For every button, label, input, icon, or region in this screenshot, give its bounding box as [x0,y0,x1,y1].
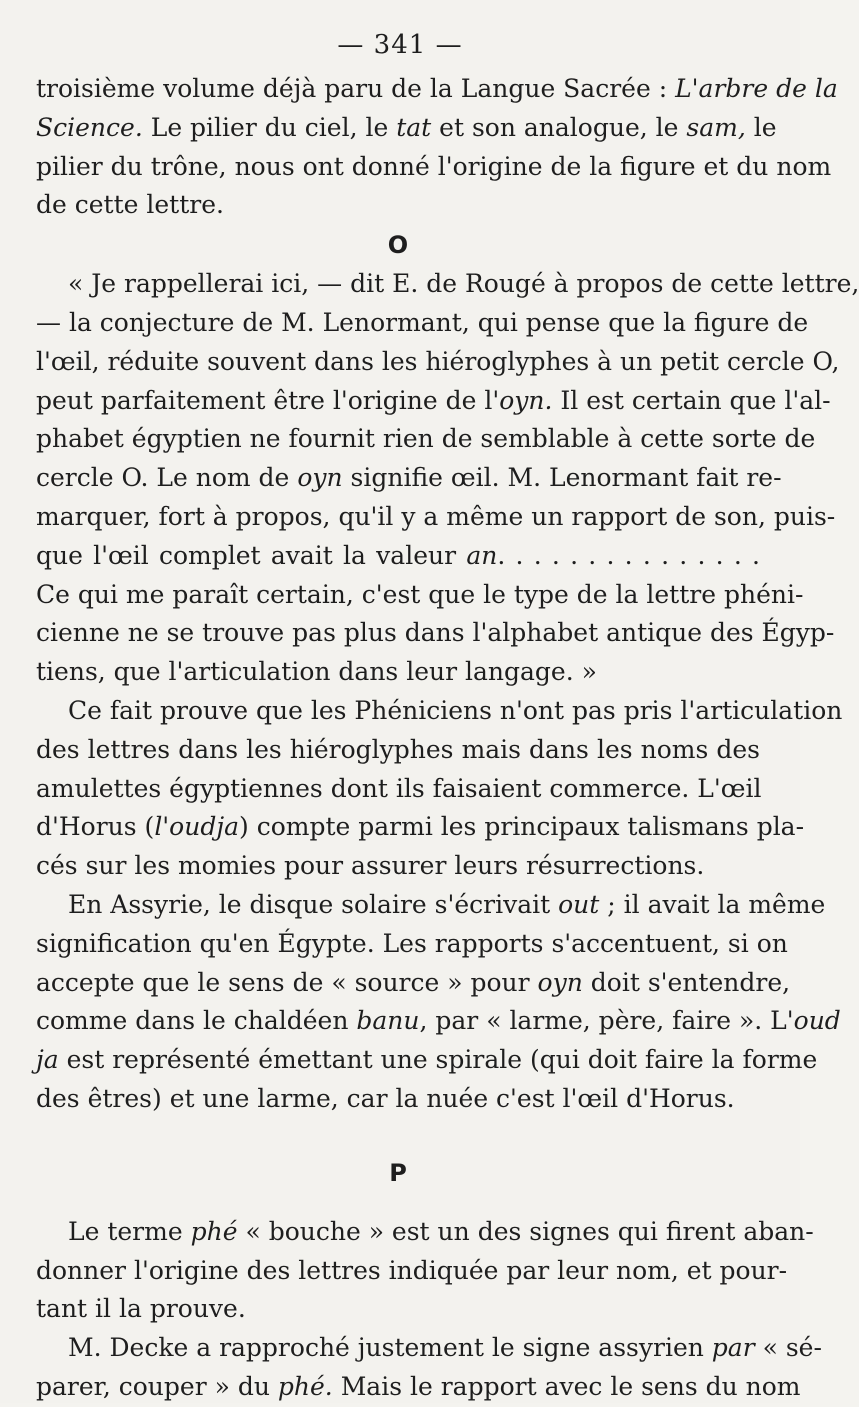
text-line: l'œil, réduite souvent dans les hiéroglyphes à un petit cercle O, [36,346,840,376]
text-line: peut parfaitement être l'origine de l'oyn. Il est certain que l'al- [36,385,831,415]
text-line: pilier du trône, nous ont donné l'origine de la figure et du nom [36,151,832,181]
text-line: d'Horus (l'oudja) compte parmi les principaux talismans pla- [36,812,805,842]
text-line: comme dans le chaldéen banu, par « larme, père, faire ». L'oud [36,1006,841,1036]
text-line: des lettres dans les hiéroglyphes mais dans les noms des [36,734,760,764]
section-heading-p: P [389,1158,407,1187]
text-line: marquer, fort à propos, qu'il y a même un rapport de son, puis- [36,501,836,531]
text-line: Le terme phé « bouche » est un des signes qui firent aban- [68,1216,814,1246]
text-line: En Assyrie, le disque solaire s'écrivait out ; il avait la même [68,889,826,919]
text-line: ja est représenté émettant une spirale (qui doit faire la forme [36,1045,818,1075]
text-line: « Je rappellerai ici, — dit E. de Rougé à propos de cette lettre, [68,269,859,299]
text-line: amulettes égyptiennes dont ils faisaient commerce. L'œil [36,773,762,803]
text-line: donner l'origine des lettres indiquée par leur nom, et pour- [36,1255,788,1285]
text-line: Ce fait prouve que les Phéniciens n'ont pas pris l'articulation [68,695,843,725]
text-line: Ce qui me paraît certain, c'est que le type de la lettre phéni- [36,579,804,609]
text-line: cienne ne se trouve pas plus dans l'alphabet antique des Égyp- [36,618,835,648]
text-line: que l'œil complet avait la valeur an. . . . . . . . . . . . . . . [36,540,760,570]
text-line: parer, couper » du phé. Mais le rapport avec le sens du nom [36,1371,801,1401]
text-line: phabet égyptien ne fournit rien de semblable à cette sorte de [36,424,816,454]
section-heading-o: O [387,231,409,260]
text-line: signification qu'en Égypte. Les rapports s'accentuent, si on [36,928,788,958]
text-line: Science. Le pilier du ciel, le tat et son analogue, le sam, le [36,112,777,142]
text-line: tiens, que l'articulation dans leur langage. » [36,657,597,687]
text-line: cercle O. Le nom de oyn signifie œil. M. Lenormant fait re- [36,463,782,493]
text-line: des êtres) et une larme, car la nuée c'est l'œil d'Horus. [36,1083,735,1113]
page-number: — 341 — [337,30,463,60]
text-line: troisième volume déjà paru de la Langue Sacrée : L'arbre de la [36,74,838,103]
text-line: M. Decke a rapproché justement le signe assyrien par « sé- [68,1333,822,1363]
text-line: cés sur les momies pour assurer leurs résurrections. [36,851,705,881]
text-line: — la conjecture de M. Lenormant, qui pense que la figure de [36,307,809,337]
text-line: de cette lettre. [36,190,224,220]
body-text [36,70,859,1407]
text-line: tant il la prouve. [36,1294,246,1324]
text-line: accepte que le sens de « source » pour oyn doit s'entendre, [36,967,791,997]
